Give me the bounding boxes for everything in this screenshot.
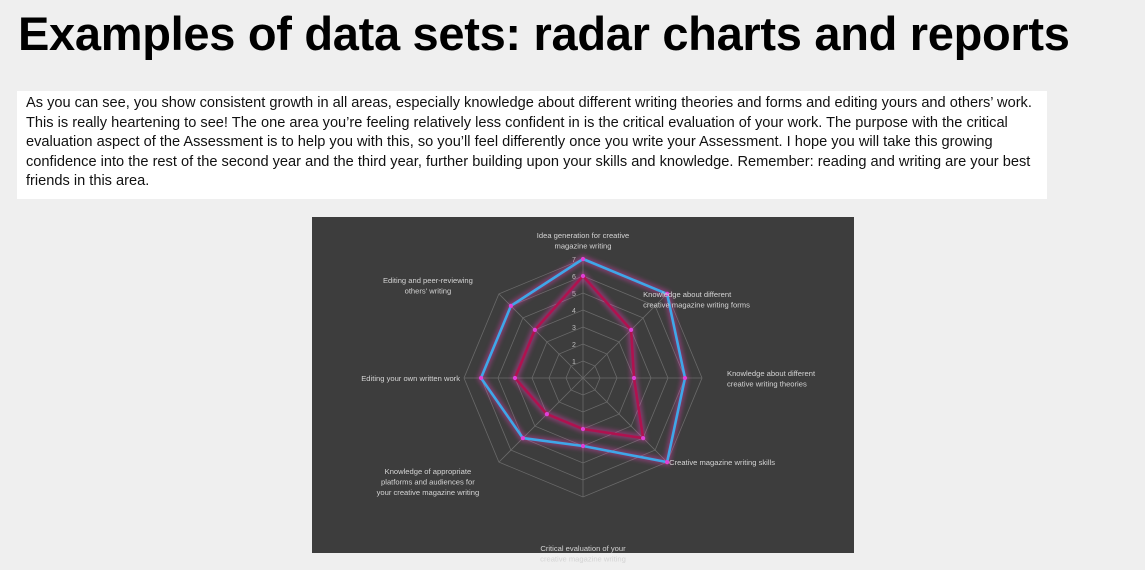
axis-label-line: platforms and audiences for xyxy=(381,477,475,487)
series-1-point xyxy=(581,257,585,261)
series-1-point xyxy=(509,304,513,308)
axis-label-line: Editing your own written work xyxy=(361,374,460,383)
axis-label-line: creative magazine writing xyxy=(540,554,626,564)
radar-chart xyxy=(312,217,854,564)
radar-chart-panel xyxy=(312,217,854,564)
series-1-point xyxy=(479,376,483,380)
axis-label-line: creative writing theories xyxy=(727,379,807,389)
slide-title: Examples of data sets: radar charts and reports xyxy=(18,7,1070,60)
axis-label-8 xyxy=(383,276,473,296)
series-2-glow xyxy=(515,276,643,438)
axis-label-3 xyxy=(727,369,816,389)
axis-label-line: Critical evaluation of your xyxy=(540,544,626,553)
axis-label-line: creative magazine writing forms xyxy=(643,300,750,310)
axis-label-line: Knowledge about different xyxy=(643,289,732,299)
axis-label-line: your creative magazine writing xyxy=(376,488,480,498)
series-1-point xyxy=(521,436,525,440)
report-text-box xyxy=(17,91,1047,199)
series-2-point xyxy=(632,376,636,380)
series-2-point xyxy=(545,412,549,416)
radar-tick-labels xyxy=(572,257,576,366)
axis-label-6 xyxy=(377,467,480,497)
series-2-point xyxy=(581,427,585,431)
axis-label-line: others' writing xyxy=(404,286,452,296)
axis-label-1 xyxy=(537,231,629,251)
series-2-point xyxy=(581,274,585,278)
axis-label-line: Knowledge about different xyxy=(727,369,816,378)
series-1-point xyxy=(581,444,585,448)
axis-label-line: Knowledge of appropriate xyxy=(384,467,472,477)
series-2-point xyxy=(533,328,537,332)
series-2-line xyxy=(515,276,643,438)
tick-label: 4 xyxy=(572,308,576,315)
axis-label-2 xyxy=(643,290,750,310)
axis-label-line: Editing and peer-reviewing xyxy=(382,275,473,285)
tick-label: 5 xyxy=(572,291,576,298)
tick-label: 7 xyxy=(572,257,576,264)
report-paragraph: As you can see, you show consistent growth in all areas, especially knowledge about different writing theories and forms and editing yours and others’ work. This is really heartening to see! The one area you’re feeling relatively less confident in is the critical evaluation of your work. The purpose with the critical evaluation aspect of the Assessment is to help you with this, so you’ll feel differently once you write your Assessment. I hope you will take this growing confidence into the rest of the second year and the third year, further building upon your skills and knowledge. Remember: reading and writing are your best friends in this area. xyxy=(26,95,1032,190)
axis-label-7 xyxy=(361,374,460,383)
tick-label: 1 xyxy=(572,359,576,366)
series-2-point xyxy=(641,436,645,440)
axis-label-line: Idea generation for creative xyxy=(536,231,630,240)
axis-label-4 xyxy=(669,458,775,467)
axis-label-line: Creative magazine writing skills xyxy=(669,458,776,468)
tick-label: 6 xyxy=(572,274,576,281)
series-1-point xyxy=(683,376,687,380)
series-2-point xyxy=(513,376,517,380)
tick-label: 2 xyxy=(572,342,576,349)
tick-label: 3 xyxy=(572,325,576,332)
axis-label-line: magazine writing xyxy=(554,241,612,251)
axis-label-5 xyxy=(540,544,626,564)
series-2-point xyxy=(629,328,633,332)
